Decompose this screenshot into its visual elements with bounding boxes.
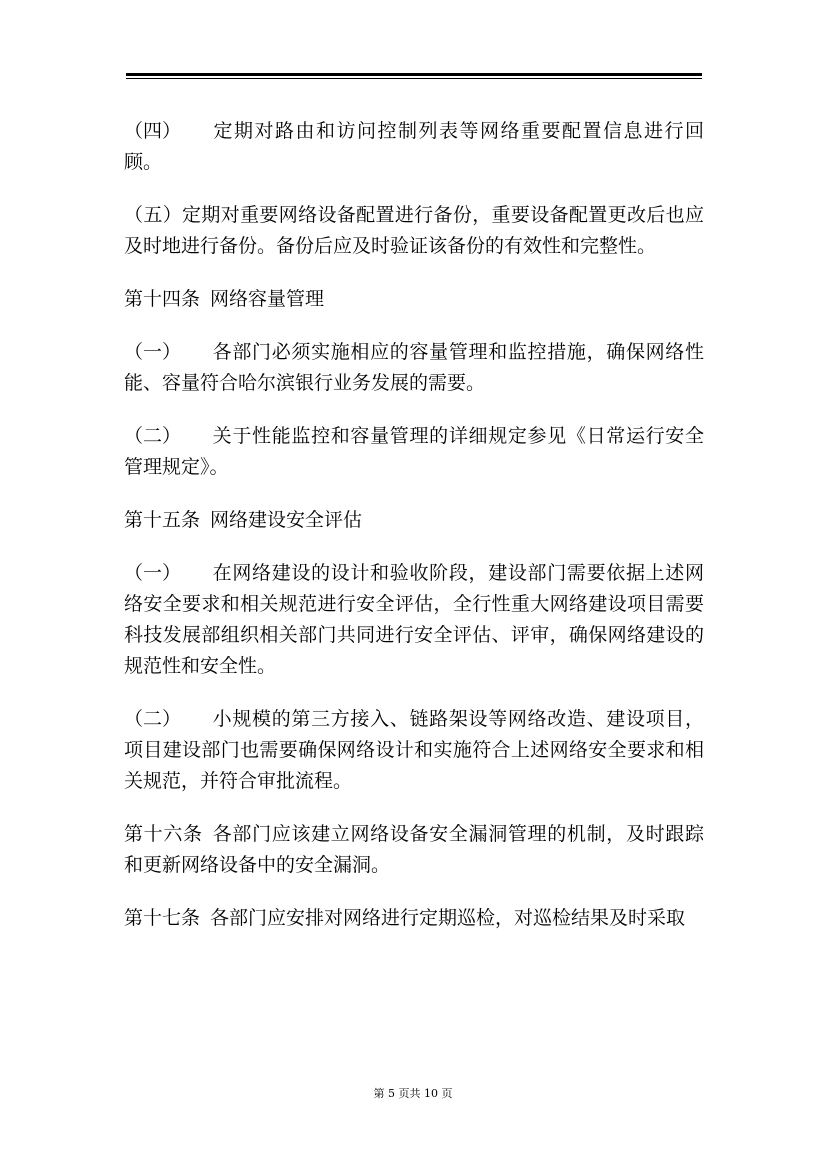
item-label: （一） [124,341,182,363]
article-title: 网络建设安全评估 [210,509,363,531]
document-body [124,116,704,956]
header-rule-thick [126,73,702,76]
item-text: 关于性能监控和容量管理的详细规定参见《日常运行安全管理规定》。 [124,425,704,478]
article-text: 各部门应安排对网络进行定期巡检，对巡检结果及时采取 [210,907,686,929]
item-text: （五）定期对重要网络设备配置进行备份，重要设备配置更改后也应及时地进行备份。备份后应及时验证该备份的有效性和完整性。 [124,204,704,257]
article-16 [124,819,704,881]
article-number: 第十四条 [124,288,201,310]
item-label: （四） [124,120,182,142]
article-number: 第十六条 [124,823,203,845]
item-label: （二） [124,708,182,730]
article-number: 第十五条 [124,509,201,531]
header-rule-thin [126,78,702,79]
article-number: 第十七条 [124,907,201,929]
article-14-heading [124,284,704,315]
item-text: 定期对路由和访问控制列表等网络重要配置信息进行回顾。 [124,120,704,173]
item-label: （二） [124,425,182,447]
paragraph-item-4 [124,116,704,178]
article-17 [124,903,704,934]
article-title: 网络容量管理 [210,288,325,310]
item-text: 小规模的第三方接入、链路架设等网络改造、建设项目，项目建设部门也需要确保网络设计和实施符合上述网络安全要求和相关规范，并符合审批流程。 [124,708,704,792]
paragraph-15-2 [124,704,704,797]
paragraph-14-1 [124,337,704,399]
article-text: 各部门应该建立网络设备安全漏洞管理的机制，及时跟踪和更新网络设备中的安全漏洞。 [124,823,704,876]
page-footer: 第 5 页共 10 页 [373,1087,453,1100]
paragraph-item-5 [124,200,704,262]
item-text: 各部门必须实施相应的容量管理和监控措施，确保网络性能、容量符合哈尔滨银行业务发展的需要。 [124,341,704,394]
paragraph-15-1 [124,558,704,682]
item-text: 在网络建设的设计和验收阶段，建设部门需要依据上述网络安全要求和相关规范进行安全评估，全行性重大网络建设项目需要科技发展部组织相关部门共同进行安全评估、评审，确保网络建设的规范性和安全性。 [124,562,704,677]
paragraph-14-2 [124,421,704,483]
article-15-heading [124,505,704,536]
item-label: （一） [124,562,182,584]
